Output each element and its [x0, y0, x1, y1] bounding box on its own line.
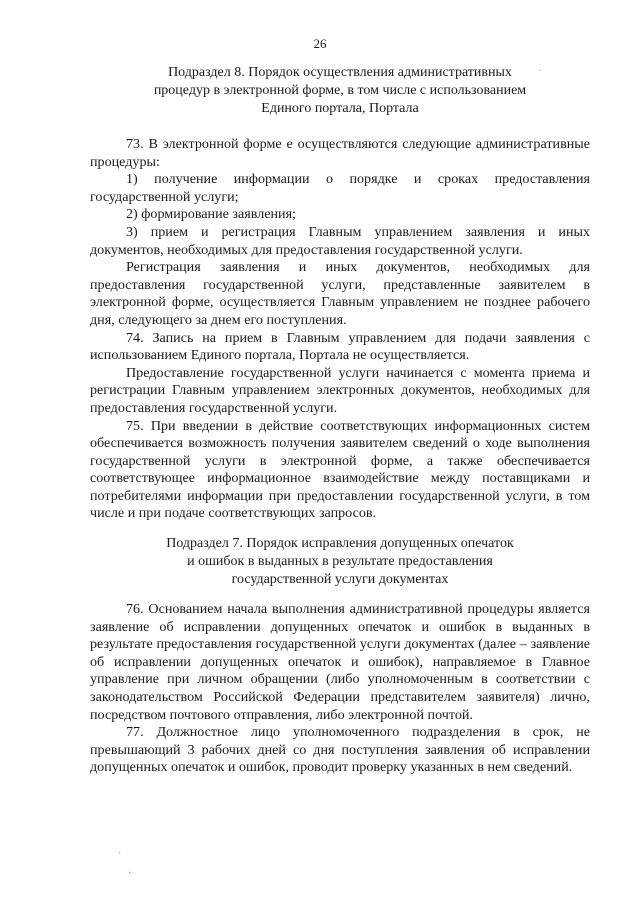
paragraph-73: 73. В электронной форме е осуществляются следующие административные процедуры: — [90, 136, 590, 170]
paragraph-76: 76. Основанием начала выполнения административной процедуры является заявление об исправлении допущенных опечаток и ошибок в выданных в результате предоставления государственной услуги документах (далее – заявление об исправлении допущенных опечаток и ошибок), направляемое в Главное управление при личном обращении (либо уполномоченным в соответствии с законодательством Российской Федерации представителем заявителя) лично, посредством почтового отправления, либо электронной почтой. — [90, 601, 590, 723]
heading-line: и ошибок в выданных в результате предоставления — [187, 554, 493, 569]
paragraph-77: 77. Должностное лицо уполномоченного подразделения в срок, не превышающий 3 рабочих дней со дня поступления заявления об исправлении допущенных опечаток и ошибок, проводит проверку указанных в нем сведений. — [90, 724, 590, 776]
paragraph-74: 74. Запись на прием в Главным управлением для подачи заявления с использованием Единого портала, Портала не осуществляется. — [90, 329, 590, 364]
subsection-8-heading — [92, 64, 588, 118]
heading-line: процедур в электронной форме, в том числе с использованием — [153, 83, 527, 98]
subsection-7-heading — [92, 535, 588, 589]
heading-line: государственной услуги документах — [231, 572, 449, 587]
page-number: 26 — [313, 36, 327, 51]
subsection-8-body — [90, 136, 590, 523]
registration-paragraph: Регистрация заявления и иных документов, необходимых для предоставления государственной услуги, представленные заявителем в электронной форме, осуществляется Главным управлением не позднее рабочего дня, следующего за днем его поступления. — [90, 259, 590, 328]
heading-line: Подраздел 8. Порядок осуществления административных — [168, 65, 512, 80]
paragraph-75: 75. При введении в действие соответствующих информационных систем обеспечивается возможность получения заявителем сведений о ходе выполнения государственной услуги в электронной форме, а также обеспечивается соответствующее информационное взаимодействие между поставщиками и потребителями информации при предоставлении государственной услуги, в том числе и при подаче соответствующих запросов. — [90, 417, 590, 522]
heading-line: Подраздел 7. Порядок исправления допущенных опечаток — [166, 536, 514, 551]
scan-speck: · — [118, 848, 122, 859]
heading-line: Единого портала, Портала — [261, 101, 419, 116]
list-item-1: 1) получение информации о порядке и сроках предоставления государственной услуги; — [90, 171, 590, 205]
list-item-2: 2) формирование заявления; — [126, 206, 296, 223]
scan-speck: · — [538, 66, 542, 77]
subsection-7-body — [90, 601, 590, 777]
service-start-paragraph: Предоставление государственной услуги начинается с момента приема и регистрации Главным управлением электронных документов, необходимых для предоставления государственной услуги. — [90, 364, 590, 416]
list-item-3: 3) прием и регистрация Главным управлением заявления и иных документов, необходимых для предоставления государственной услуги. — [90, 223, 590, 258]
scan-speck: · — [128, 868, 132, 879]
